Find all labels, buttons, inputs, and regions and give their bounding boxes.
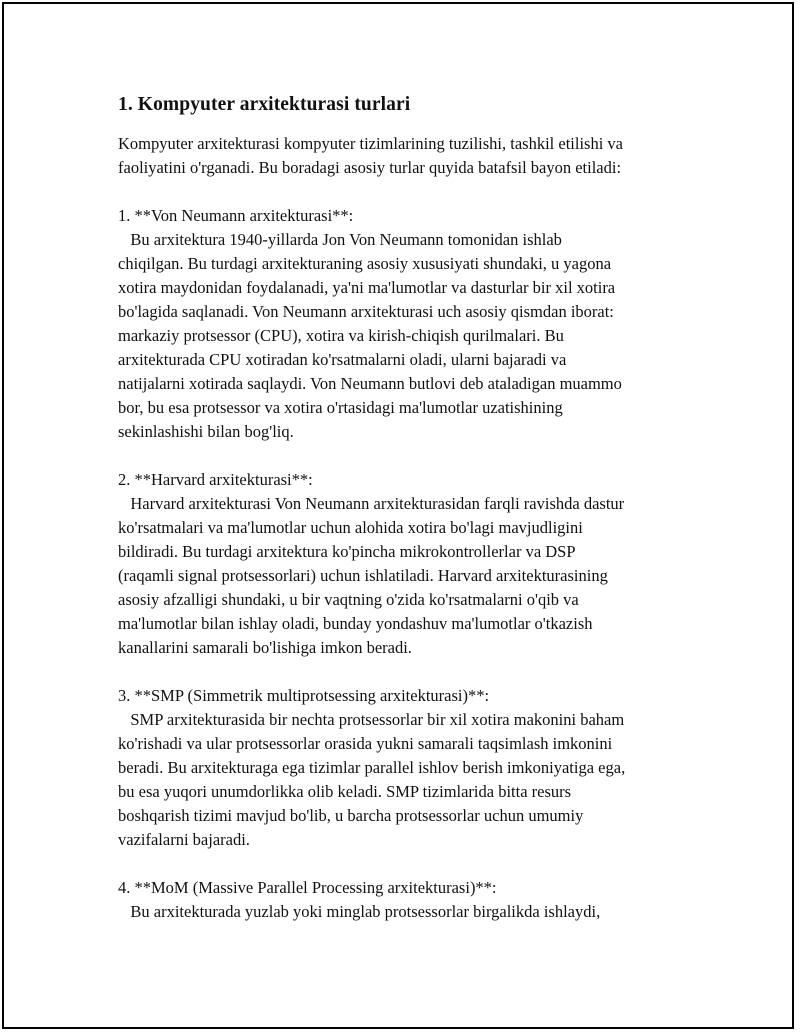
section-heading: 4. **MoM (Massive Parallel Processing arxitekturasi)**: [118,878,497,897]
section-heading: 3. **SMP (Simmetrik multiprotsessing arxitekturasi)**: [118,686,490,705]
section-body: SMP arxitekturasida bir nechta protsessorlar bir xil xotira makonini baham ko'rishadi va ular protsessorlar orasida yukni samarali taqsimlash imkonini beradi. Bu arxitekturaga ega tizimlar parallel ishlov berish imkoniyatiga ega, bu esa yuqori unumdorlikka olib keladi. SMP tizimlarida bitta resurs boshqarish tizimi mavjud bo'lib, u barcha protsessorlar uchun umumiy vazifalarni bajaradi. [118,710,626,849]
document-title: 1. Kompyuter arxitekturasi turlari [118,94,411,115]
section-heading: 1. **Von Neumann arxitekturasi**: [118,206,354,225]
section-smp [118,684,703,852]
paragraph-gap [118,180,703,204]
paragraph-gap [118,852,703,876]
intro-paragraph: Kompyuter arxitekturasi kompyuter tizimlarining tuzilishi, tashkil etilishi va faoliyatini o'rganadi. Bu boradagi asosiy turlar quyida batafsil bayon etiladi: [118,134,623,177]
section-body: Bu arxitektura 1940-yillarda Jon Von Neumann tomonidan ishlab chiqilgan. Bu turdagi arxitekturaning asosiy xususiyati shundaki, u yagona xotira maydonidan foydalanadi, ya'ni ma'lumotlar va dasturlar bir xil xotira bo'lagida saqlanadi. Von Neumann arxitekturasi uch asosiy qismdan iborat: markaziy protsessor (CPU), xotira va kirish-chiqish qurilmalari. Bu arxitekturada CPU xotiradan ko'rsatmalarni oladi, ularni bajaradi va natijalarni xotirada saqlaydi. Von Neumann butlovi deb ataladigan muammo bor, bu esa protsessor va xotira o'rtasidagi ma'lumotlar uzatishining sekinlashishi bilan bog'liq. [118,230,622,441]
section-harvard [118,468,703,660]
section-von-neumann [118,204,703,444]
paragraph-gap [118,444,703,468]
paragraph-gap [118,660,703,684]
section-heading: 2. **Harvard arxitekturasi**: [118,470,313,489]
document-content [118,92,703,924]
section-mpp [118,876,703,924]
section-body: Harvard arxitekturasi Von Neumann arxitekturasidan farqli ravishda dastur ko'rsatmalari va ma'lumotlar uchun alohida xotira bo'lagi mavjudligini bildiradi. Bu turdagi arxitektura ko'pincha mikrokontrollerlar va DSP (raqamli signal protsessorlari) uchun ishlatiladi. Harvard arxitekturasining asosiy afzalligi shundaki, u bir vaqtning o'zida ko'rsatmalarni o'qib va ma'lumotlar bilan ishlay oladi, bunday yondashuv ma'lumotlar o'tkazish kanallarini samarali bo'lishiga imkon beradi. [118,494,625,657]
section-body: Bu arxitekturada yuzlab yoki minglab protsessorlar birgalikda ishlaydi, [118,902,601,921]
